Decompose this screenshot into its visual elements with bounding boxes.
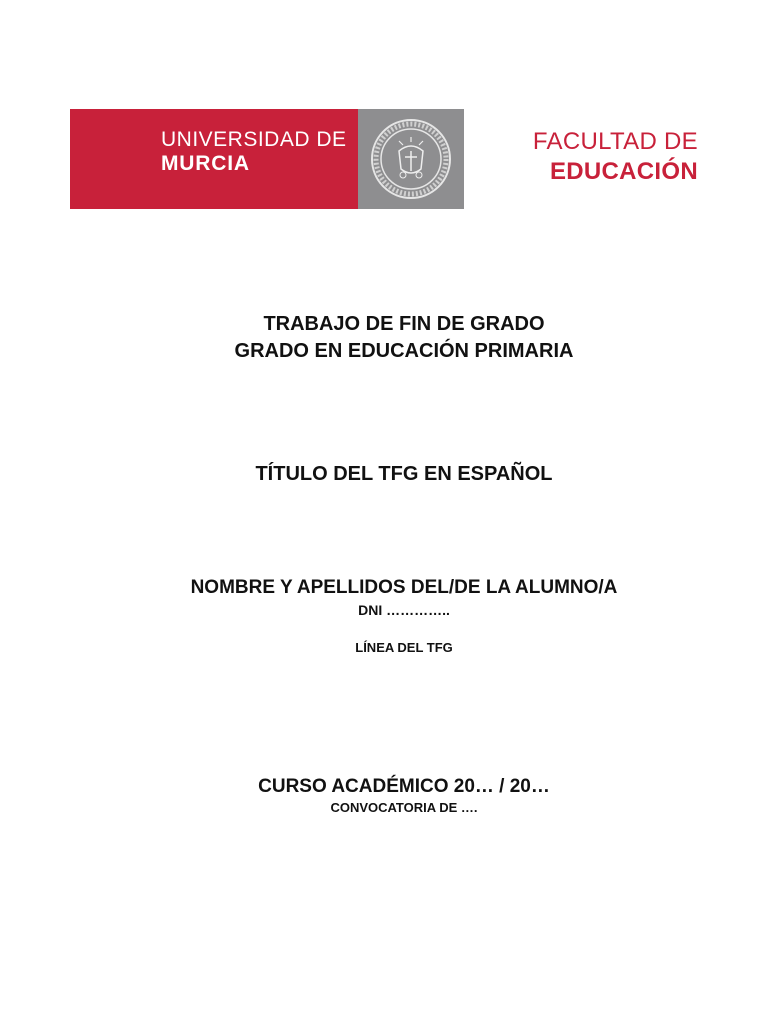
university-logo <box>70 109 358 209</box>
exam-call: CONVOCATORIA DE …. <box>330 800 478 815</box>
faculty-name-line2: EDUCACIÓN <box>549 158 698 185</box>
thesis-line: LÍNEA DEL TFG <box>355 640 453 655</box>
author-name: NOMBRE Y APELLIDOS DEL/DE LA ALUMNO/A <box>190 577 618 598</box>
faculty-name <box>533 127 698 187</box>
document-type-line1: TRABAJO DE FIN DE GRADO <box>263 313 545 335</box>
university-seal-icon <box>369 117 453 201</box>
thesis-title: TÍTULO DEL TFG EN ESPAÑOL <box>255 463 553 485</box>
document-type <box>0 311 768 365</box>
academic-year: CURSO ACADÉMICO 20… / 20… <box>258 776 550 797</box>
university-seal-panel <box>358 109 464 209</box>
university-name-line1: UNIVERSIDAD DE <box>161 128 347 151</box>
header <box>70 109 698 209</box>
faculty-name-line1: FACULTAD DE <box>532 128 698 155</box>
university-name-line2: MURCIA <box>161 152 250 175</box>
document-type-line2: GRADO EN EDUCACIÓN PRIMARIA <box>234 340 574 362</box>
author-dni: DNI ………….. <box>358 602 450 618</box>
